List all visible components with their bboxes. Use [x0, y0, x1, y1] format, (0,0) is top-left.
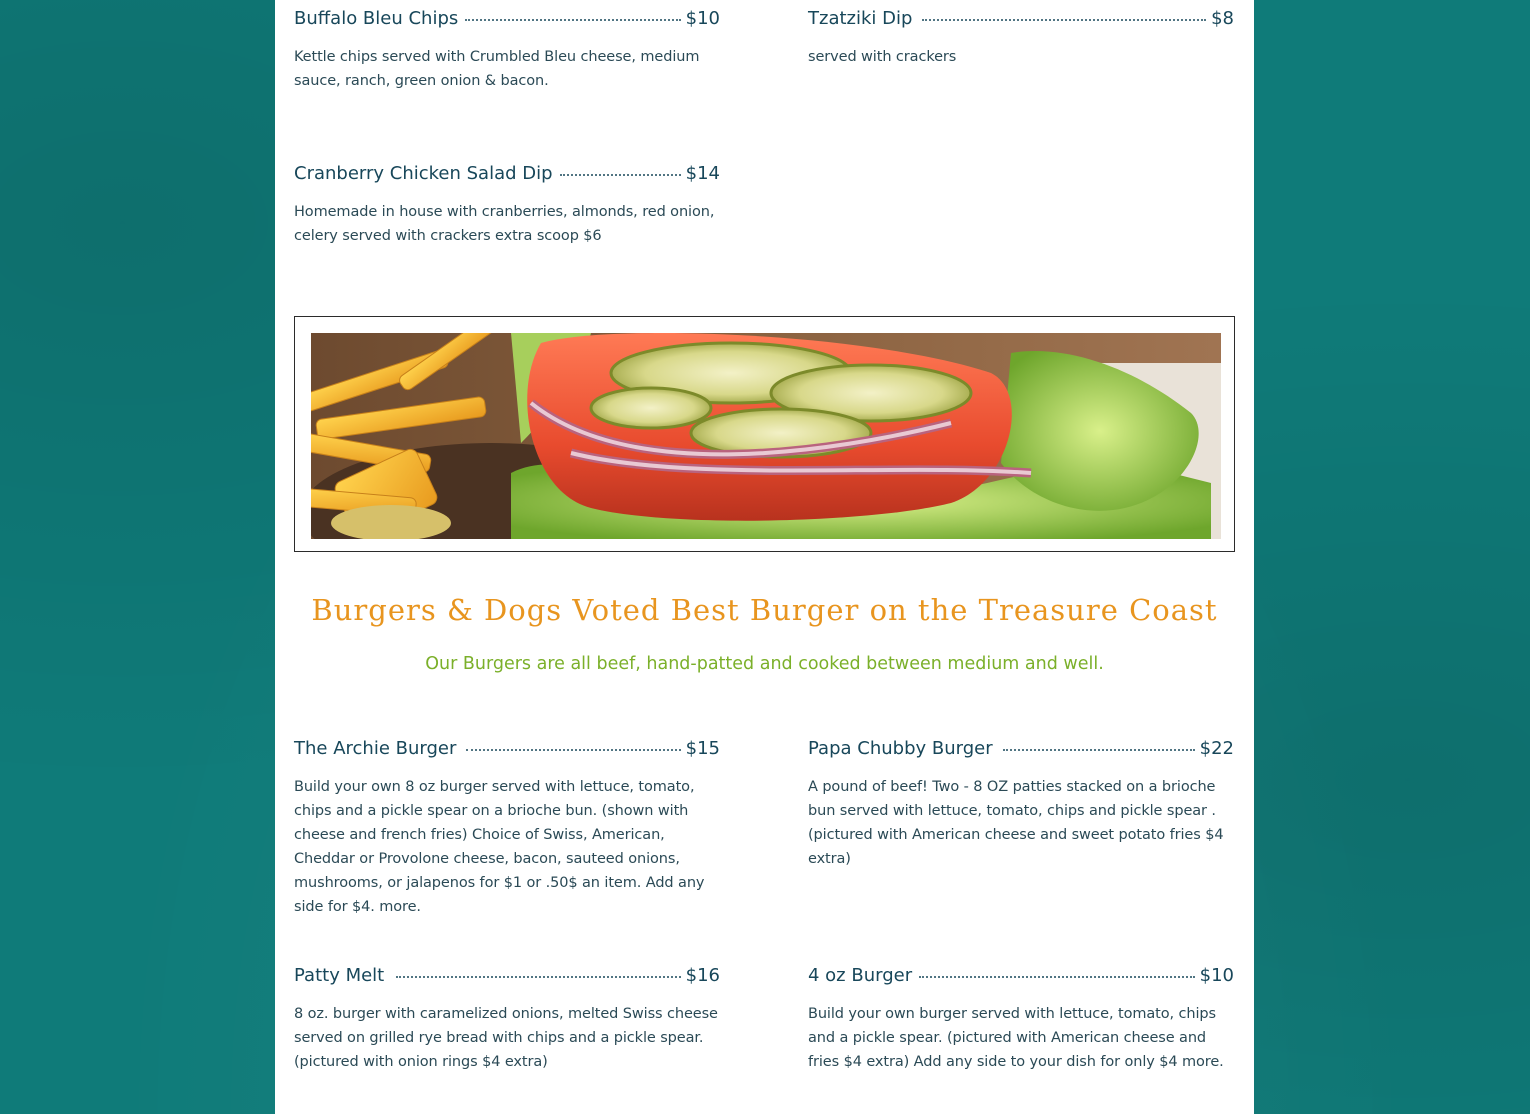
- menu-item-tzatziki-dip: [808, 7, 1234, 69]
- item-price: $10: [685, 8, 720, 29]
- dot-leader: [560, 173, 681, 176]
- menu-item-header: [808, 7, 1234, 31]
- photo-frame: [294, 316, 1235, 552]
- item-name: Patty Melt: [294, 965, 385, 986]
- menu-item-header: [294, 162, 720, 186]
- menu-item-cranberry-chicken-salad-dip: [294, 162, 720, 248]
- menu-item-header: [294, 964, 720, 988]
- item-price: $22: [1199, 738, 1234, 759]
- dot-leader: [922, 18, 1206, 21]
- dot-leader: [465, 18, 680, 21]
- item-name: Cranberry Chicken Salad Dip: [294, 163, 553, 184]
- item-description: 8 oz. burger with caramelized onions, melted Swiss cheese served on grilled rye bread with chips and a pickle spear. (pictured with onion rings $4 extra): [294, 1006, 718, 1070]
- dot-leader: [919, 975, 1195, 978]
- section-subtitle-burgers: Our Burgers are all beef, hand-patted and cooked between medium and well.: [425, 654, 1104, 674]
- menu-item-patty-melt: [294, 964, 720, 1074]
- item-description: Build your own 8 oz burger served with lettuce, tomato, chips and a pickle spear on a brioche bun. (shown with cheese and french fries) Choice of Swiss, American, Cheddar or Provolone cheese, bacon, sauteed onions, mushrooms, or jalapenos for $1 or .50$ an item. Add any side for $4. more.: [294, 779, 705, 915]
- dot-leader: [466, 748, 680, 751]
- item-price: $16: [685, 965, 720, 986]
- menu-item-4oz-burger: [808, 964, 1234, 1074]
- menu-item-header: [294, 7, 720, 31]
- menu-item-papa-chubby-burger: [808, 737, 1234, 871]
- dot-leader: [1003, 748, 1195, 751]
- menu-item-header: [294, 737, 720, 761]
- menu-item-buffalo-bleu-chips: [294, 7, 720, 93]
- item-price: $14: [685, 163, 720, 184]
- menu-page: [275, 0, 1254, 1114]
- menu-item-header: [808, 737, 1234, 761]
- item-price: $15: [685, 738, 720, 759]
- item-name: 4 oz Burger: [808, 965, 913, 986]
- item-price: $10: [1199, 965, 1234, 986]
- item-description: A pound of beef! Two - 8 OZ patties stacked on a brioche bun served with lettuce, tomato, chips and pickle spear . (pictured with American cheese and sweet potato fries $4 extra): [808, 779, 1224, 867]
- item-name: Buffalo Bleu Chips: [294, 8, 459, 29]
- item-description: served with crackers: [808, 49, 957, 65]
- item-price: $8: [1211, 8, 1234, 29]
- item-description: Build your own burger served with lettuce, tomato, chips and a pickle spear. (pictured with American cheese and fries $4 extra) Add any side to your dish for only $4 more.: [808, 1006, 1224, 1070]
- item-description: Kettle chips served with Crumbled Bleu cheese, medium sauce, ranch, green onion & bacon.: [294, 49, 700, 89]
- section-title-burgers: Burgers & Dogs Voted Best Burger on the Treasure Coast: [311, 593, 1218, 627]
- dot-leader: [396, 975, 680, 978]
- item-description: Homemade in house with cranberries, almonds, red onion, celery served with crackers extra scoop $6: [294, 204, 715, 244]
- menu-item-header: [808, 964, 1234, 988]
- menu-item-archie-burger: [294, 737, 720, 919]
- item-name: The Archie Burger: [294, 738, 457, 759]
- item-name: Tzatziki Dip: [808, 8, 913, 29]
- item-name: Papa Chubby Burger: [808, 738, 993, 759]
- burger-photo: [311, 333, 1221, 539]
